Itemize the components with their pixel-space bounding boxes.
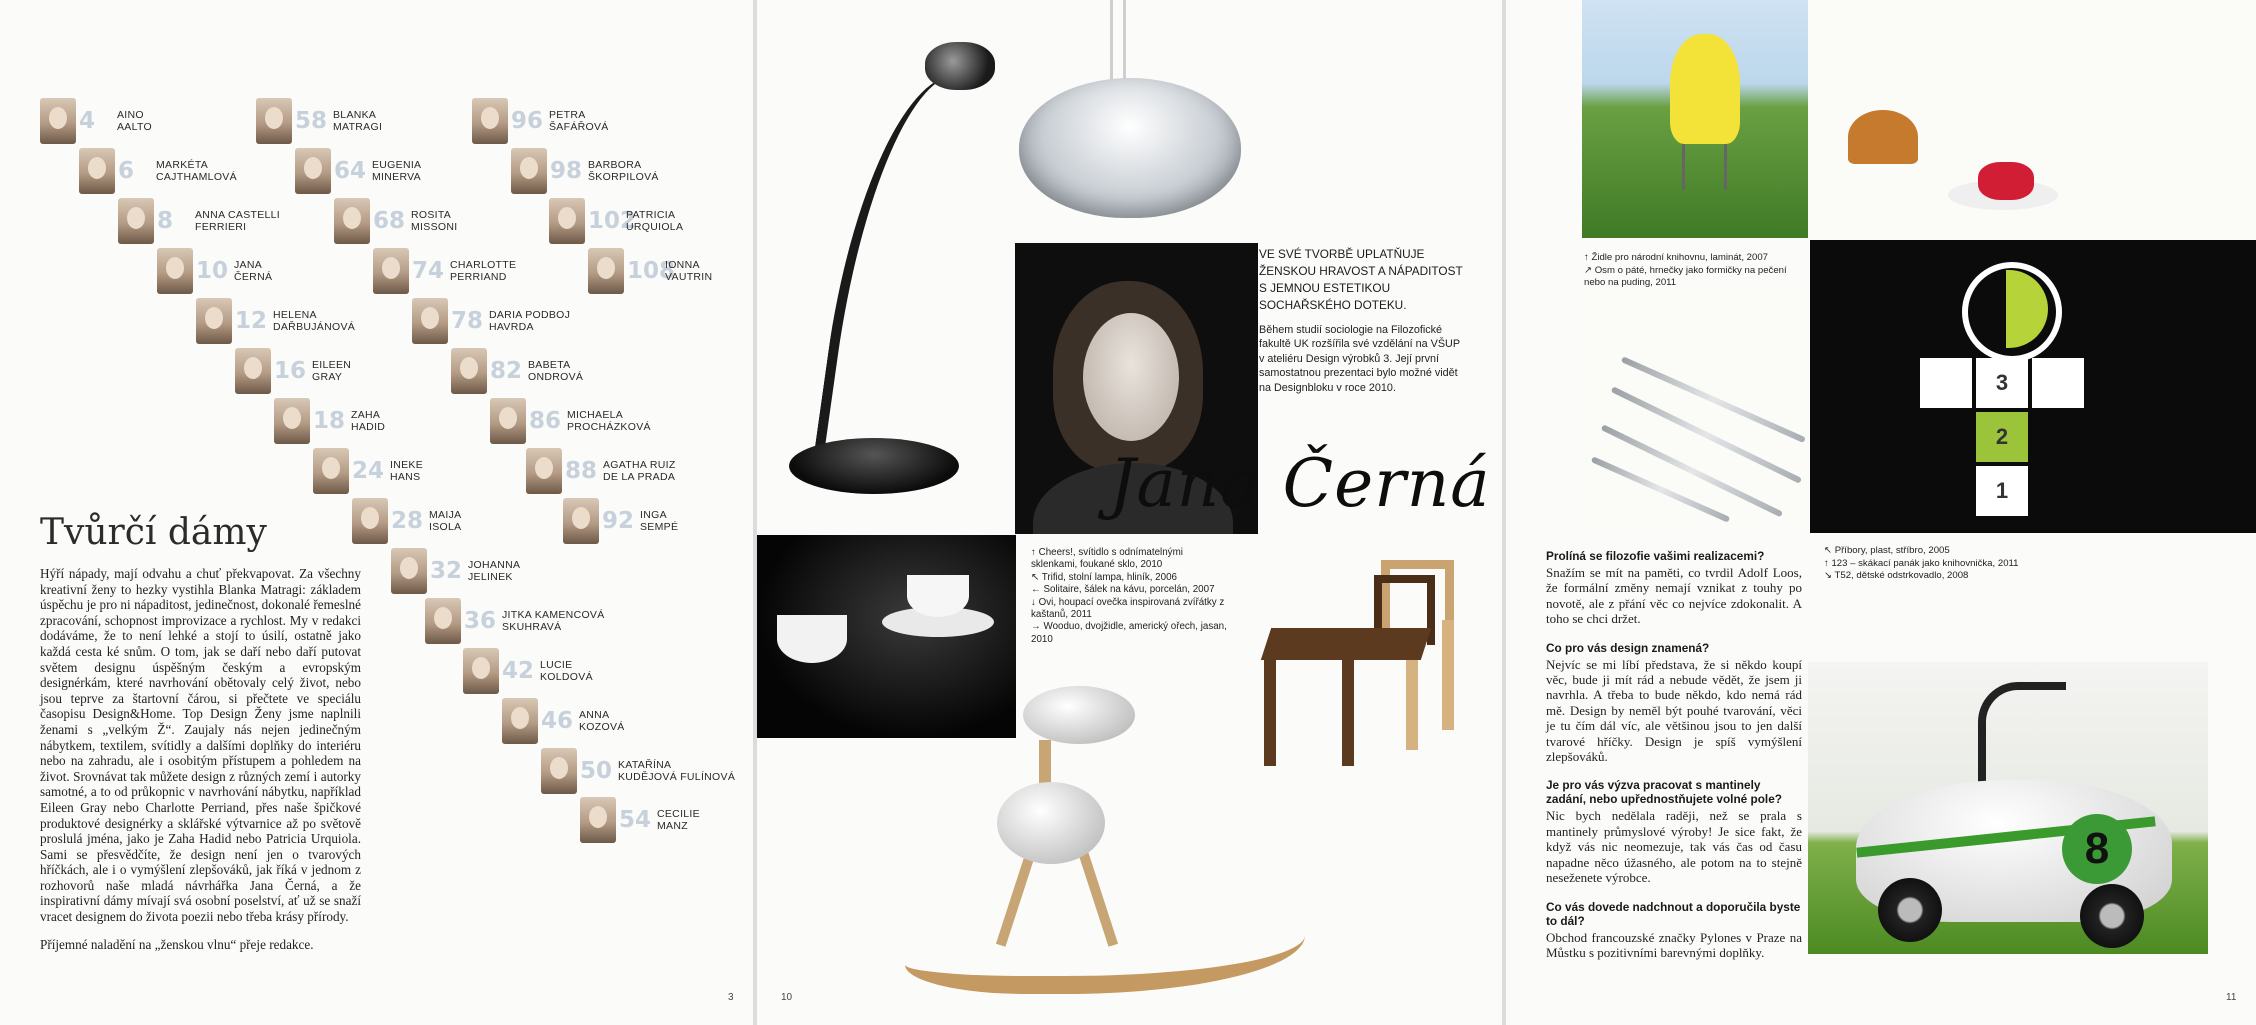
designer-portrait — [563, 498, 599, 544]
designer-entry — [373, 248, 516, 294]
designer-entry — [526, 448, 676, 494]
chair-leg — [1442, 620, 1454, 730]
fork — [1611, 386, 1802, 483]
designer-portrait — [472, 98, 508, 144]
designer-entry — [313, 448, 423, 494]
designer-entry — [580, 797, 700, 843]
designer-portrait — [352, 498, 388, 544]
sheep-rocker — [905, 896, 1305, 994]
designer-portrait — [373, 248, 409, 294]
designer-name: CECILIE MANZ — [657, 808, 700, 832]
cake — [1848, 110, 1918, 164]
designer-entry — [502, 698, 625, 744]
designer-page-number: 18 — [313, 408, 346, 434]
lamp-head — [925, 42, 995, 90]
designer-name: AINO AALTO — [117, 109, 152, 133]
designer-name: BLANKA MATRAGI — [333, 109, 383, 133]
designer-portrait — [256, 98, 292, 144]
caption: ↖ Příbory, plast, stříbro, 2005 — [1824, 545, 1950, 556]
car-wheel — [2080, 884, 2144, 948]
designer-page-number: 88 — [565, 458, 598, 484]
photo-captions — [1031, 547, 1231, 646]
designer-page-number: 36 — [464, 608, 497, 634]
designer-entry — [549, 198, 683, 244]
designer-entry — [196, 298, 355, 344]
designer-name: INEKE HANS — [390, 459, 424, 483]
designer-name: ZAHA HADID — [351, 409, 386, 433]
designer-entry — [391, 548, 520, 594]
designer-name: ANNA KOZOVÁ — [579, 709, 625, 733]
teaspoon — [1591, 456, 1730, 522]
designer-entry — [511, 148, 659, 194]
editorial-signoff: Příjemné naladění na „ženskou vlnu“ přeje redakce. — [40, 937, 314, 952]
page-tvurci-damy — [0, 0, 753, 1025]
designer-page-number: 98 — [550, 158, 583, 184]
designer-portrait — [334, 198, 370, 244]
caption: ↑ 123 – skákací panák jako knihovnička, 2011 — [1824, 557, 2019, 569]
designer-page-number: 28 — [391, 508, 424, 534]
chair-seat — [1261, 628, 1431, 660]
cup — [907, 575, 969, 617]
designer-entry — [118, 198, 280, 244]
designer-page-number: 32 — [430, 558, 463, 584]
designer-page-number: 42 — [502, 658, 535, 684]
designer-entry — [451, 348, 583, 394]
sheep-head — [1023, 686, 1135, 744]
caption: ↘ T52, dětské odstrkovadlo, 2008 — [1824, 570, 1969, 582]
designer-page-number: 96 — [511, 108, 544, 134]
designer-name: AGATHA RUIZ DE LA PRADA — [603, 459, 676, 483]
designer-portrait — [391, 548, 427, 594]
designer-page-number: 74 — [412, 258, 445, 284]
designer-portrait — [274, 398, 310, 444]
designer-portrait — [451, 348, 487, 394]
designer-entry — [490, 398, 651, 444]
designer-page-number: 58 — [295, 108, 328, 134]
designer-entry — [412, 298, 570, 344]
designer-page-number: 8 — [157, 208, 174, 234]
shelf-box-side — [1920, 358, 1972, 408]
chair-leg — [1342, 658, 1354, 766]
designer-name: PATRICIA URQUIOLA — [626, 209, 684, 233]
designer-entry — [295, 148, 421, 194]
answer: Nic bych nedělala raději, než se prala s mantinely průmyslové výroby! Je sice fakt, že když vás nic neomezuje, tak vás čas od času napadne něco úžasného, ale potom na to stejně neseženete výrobce. — [1546, 808, 1802, 886]
designer-name: HELENA DAŘBUJÁNOVÁ — [273, 309, 356, 333]
cutlery-photo — [1582, 296, 1810, 522]
designer-name: ROSITA MISSONI — [411, 209, 458, 233]
designer-entry — [256, 98, 382, 144]
yellow-chair-photo — [1582, 0, 1808, 238]
caption: ← Solitaire, šálek na kávu, porcelán, 2007 — [1031, 584, 1215, 596]
designer-portrait — [588, 248, 624, 294]
intro-paragraph: Hýří nápady, mají odvahu a chuť překvapovat. Za všechny kreativní ženy to hezky vystihla Blanka Matragi: základem úspěchu je pro ni nápaditost, jedinečnost, dokonalé řemeslné zpracování, schopnost improvizace a rychlost. My v redakci dodáváme, že to není lehké a stojí to úsilí, ostatně jako každá cesta ké snům. O tom, jak se daří nebo daří putovat světem designu úspěšným českým a evropským designérkám, které navrhování obětovaly celý život, nebo jsou teprve za štartovní čárou, si přečtete ve speciálu časopisu Design&Home. Top Design Ženy jsme naplnili ženami s „velkým Ž“. Zaujaly nás nejen jedinečným nábytkem, textilem, svítidly a dalšími doplňky do interiéru nebo na zahradu, ale i osobitým přístupem a pohledem na život. Srovnávat tak můžete design z různých zemí i autorky samotné, a to od průkopnic v navrhování nábytku, například Eileen Gray nebo Charlotte Perriand, přes naše špičkové produktové designérky a sklářské výtvarnice až po světově proslulá jména, jako je Zaha Hadid nebo Patricia Urquiola. Sami se přesvědčíte, že design není jen o tvarových hříčkách, ale i o vymýšlení zlepšováků, jak říká v jednom z rozhovorů naše mladá návrhářka Jana Černá, a že inspirativní dámy mívají svá osobní poselství, ať už se snaží vracet designem do života poezii nebo třeba krásy přírody. — [40, 566, 361, 925]
designer-name: ANNA CASTELLI FERRIERI — [195, 209, 281, 233]
designer-name: BABETA ONDROVÁ — [528, 359, 584, 383]
designer-entry — [541, 748, 735, 794]
designer-name: DARIA PODBOJ HAVRDA — [489, 309, 571, 333]
answer: Snažím se mít na paměti, co tvrdil Adolf Loos, že formální změny nemají vznikat z touhy po novotě, ale z přání věc co nejvíce zdokonalit. A toho se chci držet. — [1546, 565, 1802, 627]
designer-portrait — [313, 448, 349, 494]
designer-portrait — [412, 298, 448, 344]
designer-portrait — [490, 398, 526, 444]
designer-name: BARBORA ŠKORPILOVÁ — [588, 159, 659, 183]
ovi-rocking-sheep-photo — [905, 686, 1305, 986]
designer-page-number: 68 — [373, 208, 406, 234]
designer-name: INGA SEMPÉ — [640, 509, 679, 533]
lamp-base — [789, 438, 959, 494]
designer-entry — [334, 198, 457, 244]
designer-portrait — [463, 648, 499, 694]
designer-portrait — [40, 98, 76, 144]
shelf-box: 3 — [1976, 358, 2028, 408]
designer-page-number: 54 — [619, 807, 652, 833]
designer-entry — [79, 148, 237, 194]
caption: ↗ Osm o páté, hrnečky jako formičky na pečení nebo na puding, 2011 — [1584, 264, 1787, 289]
shelf-box: 1 — [1976, 466, 2028, 516]
designer-entry — [425, 598, 605, 644]
designer-name: EILEEN GRAY — [312, 359, 352, 383]
car-number-badge: 8 — [2062, 814, 2132, 884]
designer-name: MAIJA ISOLA — [429, 509, 462, 533]
designer-entry — [235, 348, 351, 394]
caption: ↖ Trifid, stolní lampa, hliník, 2006 — [1031, 571, 1177, 583]
t52-ride-on-car-photo — [1808, 662, 2208, 954]
photo-captions — [1824, 545, 2044, 583]
designer-portrait — [295, 148, 331, 194]
question: Prolíná se filozofie vašimi realizacemi? — [1546, 549, 1765, 563]
designer-page-number: 108 — [627, 258, 676, 284]
question: Co pro vás design znamená? — [1546, 640, 1710, 655]
designer-page-number: 16 — [274, 358, 307, 384]
question: Je pro vás výzva pracovat s mantinely zadání, nebo upřednostňujete volné pole? — [1546, 778, 1782, 807]
designer-page-number: 46 — [541, 708, 574, 734]
pendant-cord — [1110, 0, 1113, 80]
car-wheel — [1878, 878, 1942, 942]
jelly-dessert — [1978, 162, 2034, 200]
designer-entry — [274, 398, 385, 444]
page-number: 10 — [781, 992, 793, 1003]
designer-entry — [352, 498, 461, 544]
answer: Nejvíc se mi líbí představa, že si někdo koupí věc, bude ji mít rád a nebude vědět, že jsem ji navrhla. A třeba to bude někdo, kdo nemá rád mě. Design by neměl být pouhé tvarování, věci je tu čím dál víc, ale většinou jsou to jen další tvarové hříčky. Design je spíš vymýšlení zlepšováků. — [1546, 656, 1802, 765]
pendant-cord — [1123, 0, 1126, 80]
designer-page-number: 24 — [352, 458, 385, 484]
cup — [777, 615, 847, 663]
car-handle — [1978, 682, 2066, 790]
page-number: 11 — [2226, 992, 2237, 1003]
shelf-box-side — [2032, 358, 2084, 408]
123-shelf-photo — [1810, 240, 2256, 533]
page-title: Tvůrčí dámy — [40, 512, 267, 553]
sheep-body — [997, 782, 1105, 864]
designer-portrait — [118, 198, 154, 244]
designer-page-number: 92 — [602, 508, 635, 534]
designer-name: IONNA VAUTRIN — [665, 259, 713, 283]
portrait-face — [1083, 313, 1179, 441]
designer-name: JANA ČERNÁ — [234, 259, 273, 283]
yellow-chair — [1670, 34, 1740, 144]
photo-captions — [1584, 252, 1808, 290]
designer-page-number: 6 — [118, 158, 135, 184]
designer-name: CHARLOTTE PERRIAND — [450, 259, 517, 283]
designer-entry — [463, 648, 593, 694]
designer-name: JITKA KAMENCOVÁ SKUHRAVÁ — [502, 609, 605, 633]
page-interview — [1506, 0, 2256, 1025]
designer-page-number: 86 — [529, 408, 562, 434]
designer-name: LUCIE KOLDOVÁ — [540, 659, 593, 683]
pendant-shade — [1019, 78, 1241, 218]
lead-text: VE SVÉ TVORBĚ UPLATŇUJE ŽENSKOU HRAVOST A NÁPADITOST S JEMNOU ESTETIKOU SOCHAŘSKÉHO DOTEKU. — [1259, 247, 1463, 312]
designer-portrait — [511, 148, 547, 194]
designer-page-number: 64 — [334, 158, 367, 184]
interview — [1546, 535, 1802, 960]
caption: ↑ Židle pro národní knihovnu, laminát, 2007 — [1584, 252, 1768, 263]
answer: Obchod francouzské značky Pylones v Praze na Můstku s pozitivními barevnými doplňky. — [1546, 929, 1802, 960]
designer-name: JOHANNA JELINEK — [468, 559, 521, 583]
designer-page-number: 4 — [79, 108, 96, 134]
designer-portrait — [157, 248, 193, 294]
caption: ↓ Ovi, houpací ovečka inspirovaná zvířátky z kaštanů, 2011 — [1031, 596, 1225, 621]
designer-entry — [588, 248, 712, 294]
designer-name: EUGENIA MINERVA — [372, 159, 422, 183]
designer-entry — [157, 248, 272, 294]
designer-name: PETRA ŠAFÁŘOVÁ — [549, 109, 609, 133]
lamp-arm — [810, 63, 997, 497]
designer-portrait — [549, 198, 585, 244]
designer-portrait — [79, 148, 115, 194]
caption: ↑ Cheers!, svítidlo s odnímatelnými sklenkami, foukané sklo, 2010 — [1031, 547, 1183, 571]
designer-portrait — [502, 698, 538, 744]
designer-page-number: 50 — [580, 758, 613, 784]
shelf-box: 2 — [1976, 412, 2028, 462]
designer-page-number: 10 — [196, 258, 229, 284]
page-jana-cerna — [757, 0, 1502, 1025]
caption: → Wooduo, dvojžidle, americký ořech, jasan, 2010 — [1031, 621, 1227, 645]
knife — [1621, 356, 1806, 443]
osm-o-pate-cups-photo — [1808, 0, 2256, 238]
designer-page-number: 102 — [588, 208, 637, 234]
designer-entry — [40, 98, 152, 144]
designer-signature: Jana Černá — [1109, 445, 1491, 522]
designer-name: KATAŘÍNA KUDĚJOVÁ FULÍNOVÁ — [618, 759, 736, 783]
question: Co vás dovede nadchnout a doporučila byste to dál? — [1546, 899, 1801, 928]
designer-entry — [563, 498, 678, 544]
designer-portrait — [235, 348, 271, 394]
designer-portrait — [541, 748, 577, 794]
designer-portrait — [580, 797, 616, 843]
designer-page-number: 78 — [451, 308, 484, 334]
designer-page-number: 82 — [490, 358, 523, 384]
designer-page-number: 12 — [235, 308, 268, 334]
designer-portrait — [196, 298, 232, 344]
designer-name: MARKÉTA CAJTHAMLOVÁ — [156, 159, 237, 183]
designer-entry — [472, 98, 609, 144]
designer-name: MICHAELA PROCHÁZKOVÁ — [567, 409, 651, 433]
designer-portrait — [425, 598, 461, 644]
bio-text: Během studií sociologie na Filozofické fakultě UK rozšířila své vzdělání na VŠUP v ateliéru Design výrobků 3. Její první samostatnou prezentaci bylo možné vidět na Designbloku v roce 2010. — [1259, 324, 1460, 394]
page-number: 3 — [728, 992, 734, 1003]
designer-portrait — [526, 448, 562, 494]
